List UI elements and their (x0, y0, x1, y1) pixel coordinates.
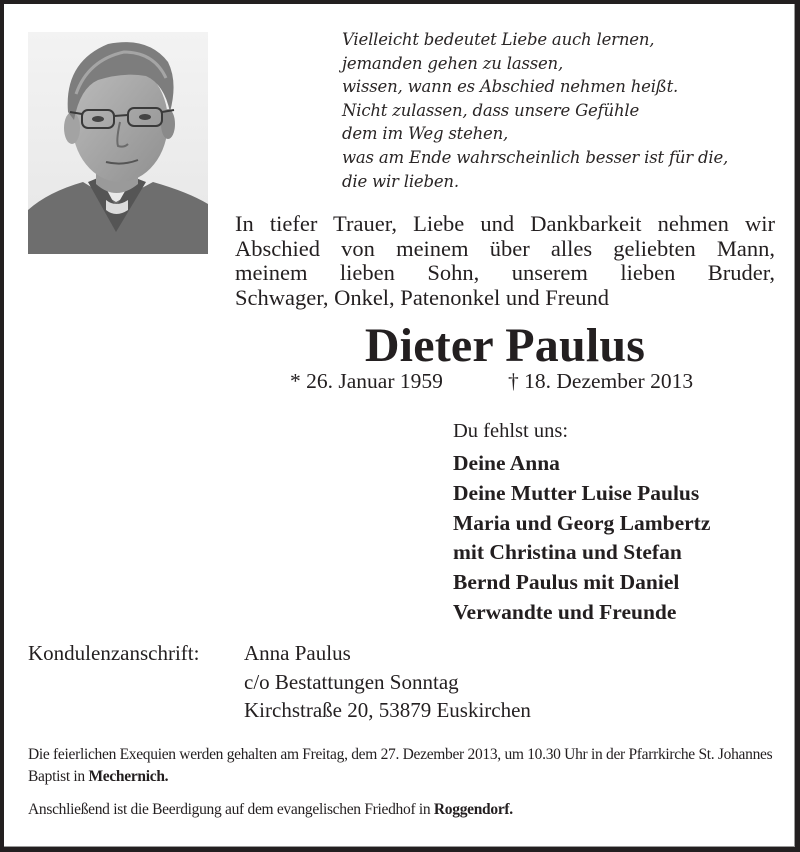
burial-text: Anschließend ist die Beerdigung auf dem evangelischen Friedhof in (28, 801, 434, 818)
condolence-label: Kondulenzanschrift: (28, 641, 200, 665)
portrait-photo-icon (28, 32, 208, 254)
burial-info (28, 799, 780, 821)
service-info (28, 744, 780, 821)
funeral-mass-info (28, 744, 780, 788)
condolence-address-lines (244, 639, 531, 725)
mourners-list (453, 449, 710, 628)
deceased-name: Dieter Paulus (364, 319, 646, 372)
mourners-heading: Du fehlst uns: (453, 420, 569, 442)
funeral-mass-text: Die feierlichen Exequien werden gehalten am Freitag, dem 27. Dezember 2013, um 10.30 Uhr in der Pfarrkirche St. Johannes Baptist in (28, 746, 773, 785)
poem-line: jemanden gehen zu lassen, (342, 53, 564, 73)
mourner-line: Deine Mutter Luise Paulus (453, 480, 700, 505)
address-line: Kirchstraße 20, 53879 Euskirchen (244, 698, 531, 722)
death-date: † 18. Dezember 2013 (508, 369, 694, 393)
mourner-line: mit Christina und Stefan (453, 540, 682, 565)
intro-paragraph (235, 212, 775, 310)
birth-date: * 26. Januar 1959 (290, 369, 443, 393)
mourner-line: Maria und Georg Lambertz (453, 510, 711, 535)
poem (342, 28, 728, 193)
poem-line: was am Ende wahrscheinlich besser ist für die, (342, 147, 729, 167)
mourner-line: Deine Anna (453, 451, 560, 475)
mourner-line: Bernd Paulus mit Daniel (453, 570, 680, 595)
intro-line: In tiefer Trauer, Liebe und Dankbarkeit nehmen wir (235, 211, 775, 236)
mourner-line: Verwandte und Freunde (453, 599, 677, 624)
portrait-photo (28, 32, 208, 254)
poem-line: Nicht zulassen, dass unsere Gefühle (342, 100, 640, 120)
poem-line: wissen, wann es Abschied nehmen heißt. (342, 77, 679, 97)
poem-line: dem im Weg stehen, (342, 124, 509, 144)
poem-line: Vielleicht bedeutet Liebe auch lernen, (342, 30, 655, 49)
funeral-mass-place: Mechernich. (88, 768, 169, 785)
intro-line: Abschied von meinem über alles geliebten Mann, (235, 235, 775, 261)
burial-place: Roggendorf. (433, 801, 513, 818)
intro-line: meinem lieben Sohn, unserem lieben Bruder, (235, 260, 775, 285)
intro-line: Schwager, Onkel, Patenonkel und Freund (235, 284, 610, 310)
poem-line: die wir lieben. (342, 171, 459, 191)
address-line: Anna Paulus (244, 641, 351, 665)
address-line: c/o Bestattungen Sonntag (244, 669, 459, 694)
